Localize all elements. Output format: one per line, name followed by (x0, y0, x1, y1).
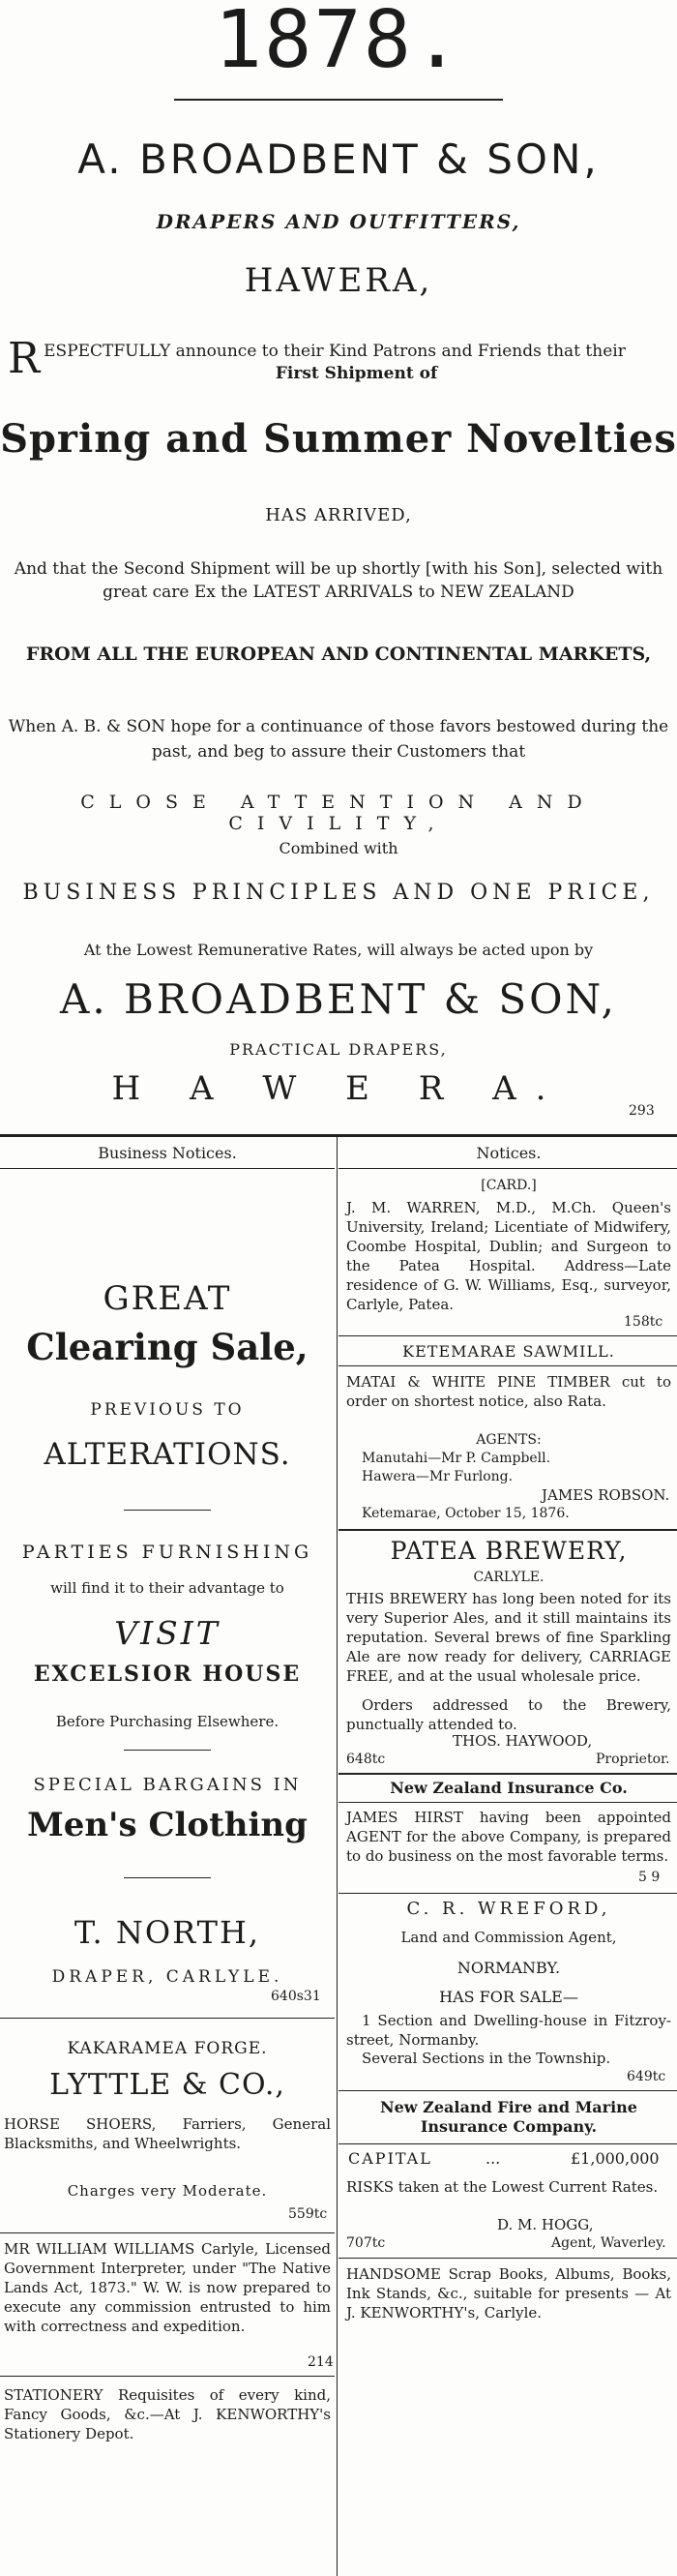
hirst-ref: 5 9 (638, 1870, 661, 1885)
brewery-place: CARLYLE. (473, 1570, 545, 1585)
intro-paragraph (8, 334, 669, 385)
ketemarae-sawmill: KETEMARAE SAWMILL. (402, 1342, 615, 1361)
james-robson: JAMES ROBSON. (542, 1486, 670, 1504)
rule (338, 1893, 677, 1894)
capital-amount: £1,000,000 (571, 2149, 660, 2168)
rule (0, 2232, 335, 2233)
charges: Charges very Moderate. (67, 2182, 268, 2200)
land-agent: Land and Commission Agent, (400, 1929, 617, 1946)
t-north: T. NORTH, (74, 1914, 261, 1951)
intro-text: ESPECTFULLY announce to their Kind Patrons and Friends that their (44, 342, 626, 361)
sale-item-2: Several Sections in the Township. (362, 2050, 611, 2067)
rule (338, 2143, 677, 2144)
risks-notice: RISKS taken at the Lowest Current Rates. (346, 2178, 659, 2196)
hawera-spaced: H A W E R A. (111, 1069, 566, 1108)
business-principles: BUSINESS PRINCIPLES AND ONE PRICE, (22, 881, 655, 905)
lyttle-ref: 559tc (288, 2206, 328, 2222)
normanby: NORMANBY. (456, 1959, 561, 1977)
handsome-notice: HANDSOME Scrap Books, Albums, Books, Ink Stands, &c., suitable for presents — At J. KENWORTHY's, Carlyle. (346, 2265, 671, 2321)
rule (338, 1335, 677, 1336)
close-attention: CLOSE ATTENTION AND CIVILITY, (80, 792, 597, 834)
wreford: C. R. WREFORD, (406, 1899, 611, 1919)
haywood: THOS. HAYWOOD, (453, 1732, 593, 1750)
alterations: ALTERATIONS. (44, 1437, 291, 1472)
brewery-text: THIS BREWERY has long been noted for its very Superior Ales, and it still maintains its reputation. Several brews of fine Sparkling Ale are now ready for delivery, CARRIAGE FREE, and at the usual wholesale price. (346, 1590, 671, 1685)
drop-cap: R (8, 334, 41, 383)
rule (0, 2018, 335, 2019)
agents-label: AGENTS: (476, 1432, 542, 1448)
hirst-notice: JAMES HIRST having been appointed AGENT for the above Company, is prepared to do business on the most favorable terms. (346, 1809, 671, 1865)
firm-name-2: A. BROADBENT & SON, (60, 975, 617, 1023)
business-notices-header: Business Notices. (98, 1144, 237, 1162)
special-bargains: SPECIAL BARGAINS IN (33, 1775, 302, 1795)
rule (338, 1529, 677, 1531)
williams-ref: 214 (308, 2354, 334, 2370)
north-ref: 640s31 (271, 1989, 321, 2004)
rule (124, 1510, 211, 1511)
hogg: D. M. HOGG, (497, 2216, 594, 2233)
column-divider (337, 1137, 338, 2576)
visit: VISIT (114, 1614, 221, 1652)
rule (124, 1750, 211, 1751)
second-shipment: And that the Second Shipment will be up shortly [with his Son], selected with great care Ex the LATEST ARRIVALS to NEW ZEALAND (14, 559, 663, 602)
capital-label: CAPITAL (348, 2149, 432, 2168)
year-heading: 1878. (214, 0, 463, 86)
rule (0, 1168, 335, 1169)
mens-clothing: Men's Clothing (27, 1806, 308, 1844)
rule (338, 1773, 677, 1775)
has-for-sale: HAS FOR SALE— (439, 1988, 578, 2006)
clearing-sale: Clearing Sale, (26, 1326, 309, 1368)
rule (338, 2258, 677, 2259)
has-arrived: HAS ARRIVED, (265, 505, 412, 525)
markets-line: FROM ALL THE EUROPEAN AND CONTINENTAL MARKETS, (25, 644, 652, 665)
firm-name: A. BROADBENT & SON, (77, 135, 600, 183)
rule (0, 2376, 335, 2377)
sale-ref: 649tc (627, 2069, 666, 2084)
notices-header: Notices. (476, 1144, 542, 1162)
lyttle-text: HORSE SHOERS, Farriers, General Blacksmiths, and Wheelwrights. (4, 2115, 331, 2152)
kakaramea-forge: KAKARAMEA FORGE. (67, 2039, 268, 2058)
previous-to: PREVIOUS TO (90, 1400, 245, 1420)
headline: Spring and Summer Novelties (0, 416, 677, 462)
town-line: HAWERA, (244, 261, 433, 300)
agent-hawera: Hawera—Mr Furlong. (362, 1469, 514, 1484)
combined-with: Combined with (279, 839, 398, 857)
before-purchasing: Before Purchasing Elsewhere. (55, 1713, 280, 1730)
sale-item-1: 1 Section and Dwelling-house in Fitzroy-street, Normanby. (346, 2012, 671, 2049)
trade-line: DRAPERS AND OUTFITTERS, (156, 210, 521, 233)
great-heading: GREAT (103, 1279, 232, 1318)
timber-notice: MATAI & WHITE PINE TIMBER cut to order on shortest notice, also Rata. (346, 1373, 671, 1410)
hogg-agent: Agent, Waverley. (551, 2235, 666, 2251)
card-label: [CARD.] (481, 1178, 537, 1193)
capital-dots: ... (486, 2149, 501, 2168)
ad-ref: 293 (629, 1103, 655, 1119)
brewery-orders: Orders addressed to the Brewery, punctually attended to. (346, 1696, 671, 1733)
lyttle-co: LYTTLE & CO., (49, 2068, 285, 2102)
haywood-ref: 648tc (346, 1752, 386, 1767)
agent-manutahi: Manutahi—Mr P. Campbell. (362, 1451, 551, 1466)
intro-bold: First Shipment of (275, 364, 438, 383)
patea-brewery: PATEA BREWERY, (390, 1537, 628, 1565)
proprietor: Proprietor. (596, 1752, 670, 1767)
robson-date: Ketemarae, October 15, 1876. (362, 1506, 570, 1521)
hogg-ref: 707tc (346, 2235, 386, 2251)
parties-text: will find it to their advantage to (50, 1579, 284, 1597)
rule (174, 99, 503, 101)
hope-paragraph: When A. B. & SON hope for a continuance of those favors bestowed during the past, and beg to assure their Customers that (8, 717, 669, 762)
rule (338, 2090, 677, 2091)
excelsior-house: EXCELSIOR HOUSE (33, 1662, 302, 1687)
draper-carlyle: DRAPER, CARLYLE. (51, 1967, 283, 1987)
rule (338, 1168, 677, 1169)
rates-line: At the Lowest Remunerative Rates, will always be acted upon by (83, 941, 594, 959)
warren-notice: J. M. WARREN, M.D., M.Ch. Queen's University, Ireland; Licentiate of Midwifery, Coombe Hospital, Dublin; and Surgeon to the Patea Hospital. Address—Late residence of G. W. Williams, Esq., surveyor, Carlyle, Patea. (346, 1199, 671, 1313)
warren-ref: 158tc (624, 1314, 663, 1330)
page-divider (0, 1134, 677, 1137)
williams-notice: MR WILLIAM WILLIAMS Carlyle, Licensed Government Interpreter, under "The Native Lands Act, 1873." W. W. is now prepared to execute any commission entrusted to him with correctness and expedition. (4, 2240, 331, 2335)
practical-drapers: PRACTICAL DRAPERS, (229, 1040, 448, 1059)
rule (338, 1365, 677, 1366)
stationery-notice: STATIONERY Requisites of every kind, Fancy Goods, &c.—At J. KENWORTHY's Stationery Depot. (4, 2386, 331, 2442)
rule (124, 1877, 211, 1878)
rule (338, 1802, 677, 1803)
parties-furnishing: PARTIES FURNISHING (21, 1542, 313, 1563)
nz-insurance: New Zealand Insurance Co. (390, 1779, 628, 1797)
nz-fire-marine: New Zealand Fire and Marine Insurance Company. (380, 2098, 637, 2136)
